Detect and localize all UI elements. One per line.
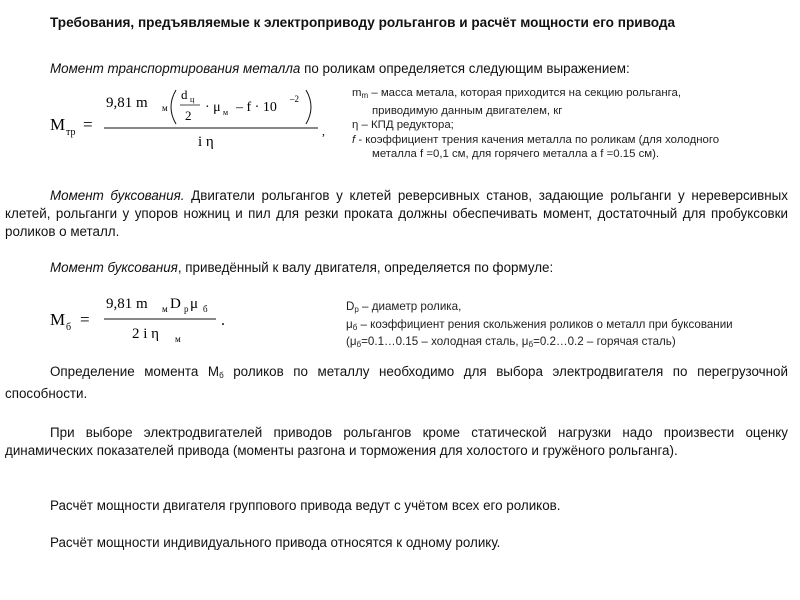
- formula-lhs: M: [50, 310, 66, 329]
- formula-denominator: 2 i η: [132, 326, 160, 342]
- formula-equals: =: [80, 310, 90, 329]
- paragraph-text: по роликам определяется следующим выражением:: [300, 61, 630, 76]
- paragraph-individual-drive: Расчёт мощности индивидуального привода относятся к одному ролику.: [50, 535, 501, 550]
- formula-equals: =: [83, 115, 93, 134]
- legend-line: f - коэффициент трения качения металла по роликам (для холодного: [352, 133, 720, 146]
- paragraph-slip-moment-reduced: [5, 259, 788, 277]
- formula-mu-sub: б: [203, 304, 208, 314]
- legend-line: $\mu_б$ – коэффициент рения скольжения роликов о металл при буксовании: [346, 317, 733, 332]
- legend-transport: [352, 86, 792, 162]
- formula-two: 2: [185, 108, 192, 123]
- legend-line: $D_р$ – диаметр ролика,: [346, 300, 462, 314]
- paragraph-text: Двигатели рольгангов у клетей реверсивных станов, задающие рольганги у нереверсивных клетей, рольганги у упоров ножниц и пил для резки проката должны обеспечивать момент, достаточный для пробуксовки роликов о металл.: [5, 188, 788, 239]
- formula-d: d: [181, 87, 188, 102]
- formula-den-sub: м: [175, 334, 181, 344]
- legend-line: ($\mu_б=0.1\dots 0.15$ – холодная сталь, $\mu_б=0.2\dots 0.2$ – горячая сталь): [346, 335, 676, 349]
- formula-dot: .: [221, 312, 225, 329]
- formula-mu: μ: [190, 296, 199, 312]
- paragraph-slip-moment: [5, 187, 788, 241]
- formula-mu-sub: м: [223, 108, 229, 117]
- paragraph-text: , приведённый к валу двигателя, определяется по формуле:: [177, 260, 554, 275]
- formula-exp: –2: [290, 94, 299, 104]
- formula-lhs: M: [50, 115, 66, 134]
- legend-line: металла f =0,1 см, для горячего металла a f =0.15 см).: [372, 148, 660, 160]
- formula-d: D: [170, 296, 181, 312]
- paren-right: [306, 90, 311, 124]
- paren-left: [171, 90, 176, 124]
- formula-comma: ,: [322, 124, 325, 138]
- page-title: Требования, предъявляемые к электроприводу рольгангов и расчёт мощности его привода: [50, 15, 676, 30]
- formula-numerator: 9,81 m: [106, 296, 148, 312]
- formula-denominator: i η: [198, 134, 214, 150]
- paragraph-motor-selection: При выборе электродвигателей приводов рольгангов кроме статической нагрузки надо произвести оценку динамических показателей привода (моменты разгона и торможения для холостого и гружёного рольганга).: [5, 425, 788, 458]
- term-slip-moment: Момент буксования: [50, 260, 178, 275]
- term-transport-moment: Момент транспортирования металла: [50, 61, 301, 76]
- legend-slip: [346, 300, 796, 353]
- formula-d-sub: р: [184, 304, 189, 314]
- term-slip-moment: Момент буксования.: [50, 188, 185, 203]
- formula-slip-moment: [48, 288, 248, 348]
- formula-d-sub: ц: [190, 95, 195, 104]
- formula-num-sub: м: [162, 304, 168, 314]
- formula-num-prefix: 9,81 m: [106, 95, 148, 111]
- formula-rest: – f · 10: [236, 100, 277, 115]
- paragraph-transport-moment: [5, 60, 788, 78]
- legend-line: $m_m$ – масса метала, которая приходится на секцию рольганга,: [352, 87, 682, 100]
- formula-lhs-sub: б: [66, 322, 72, 333]
- formula-lhs-sub: тр: [66, 127, 76, 138]
- legend-line: приводимую данным двигателем, кг: [372, 104, 563, 117]
- paragraph-group-drive: Расчёт мощности двигателя группового привода ведут с учётом всех его роликов.: [50, 498, 561, 513]
- legend-line: η – КПД редуктора;: [352, 119, 454, 131]
- formula-num-prefix-sub: м: [162, 103, 168, 113]
- paragraph-slip-definition: Определение момента $М_б$ роликов по металлу необходимо для выбора электродвигателя по перегрузочной способности.: [5, 364, 788, 401]
- formula-transport-moment: [48, 80, 338, 160]
- formula-mu: · μ: [205, 100, 221, 115]
